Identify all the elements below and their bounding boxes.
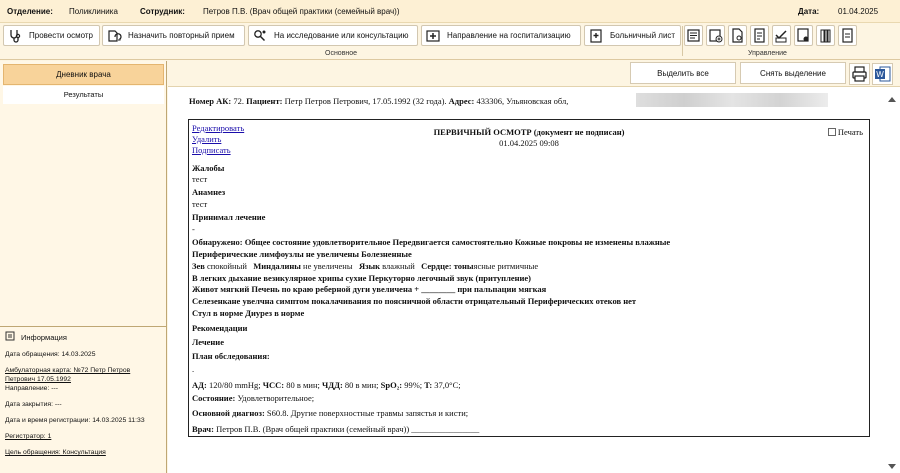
delete-link[interactable]: Удалить [192,134,222,144]
registrar-link[interactable]: Регистратор: 1 [5,433,52,440]
badge-icon[interactable] [816,25,835,46]
ambulatory-card-link[interactable]: Амбулаторная карта: №72 Петр Петров Петрович 17.05.1992 [5,367,131,383]
treatment-heading: Лечение [192,337,224,347]
exam-spleen-line: Селезенкане увелчна симптом покалачивания по поясничной области отрицательный Периферических отеков нет [192,296,637,306]
repeat-appointment-label: Назначить повторный прием [128,31,235,40]
department-label: Отделение: [7,7,53,16]
employee-value: Петров П.В. (Врач общей практики (семейный врач)) [203,7,400,16]
diagnosis-line: Основной диагноз: S60.8. Другие поверхностные травмы запястья и кисти; [192,408,469,418]
repeat-appointment-button[interactable] [102,25,245,46]
info-date-appeal: Дата обращения: 14.03.2025 [5,351,96,358]
exam-lungs-line: В легких дыхание везикулярное хрипы сухие Перкуторно легочный звук (притупление) [192,273,532,283]
tab-results[interactable]: Результаты [3,86,164,104]
group-manage-label: Управление [748,50,787,57]
doctor-line: Врач: Петров П.В. (Врач общей практики (семейный врач)) ________________ [192,424,480,434]
sick-leave-button[interactable] [584,25,681,46]
group-main-label: Основное [325,50,358,57]
checklist-icon[interactable] [772,25,791,46]
research-referral-label: На исследование или консультацию [274,31,409,40]
action-bar [168,61,900,87]
exam-stool-line: Стул в норме Диурез в норме [192,308,305,318]
exam-found-line-1: Обнаружено: Общее состояние удовлетворительное Передвигается самостоятельно Кожные покровы не изменены влажные [192,237,671,247]
svg-text:W: W [876,70,884,79]
deselect-button[interactable]: Снять выделение [740,62,846,84]
exam-found-line-2: Периферические лимфоузлы не увеличены Болезненные [192,249,412,259]
info-header: Информация [5,331,161,343]
checkbox-icon[interactable] [828,128,836,136]
content-area [168,61,900,473]
anamnesis-heading: Анамнез [192,187,226,197]
conduct-exam-button[interactable] [3,25,100,46]
add-document-icon[interactable] [706,25,725,46]
hospitalization-label: Направление на госпитализацию [447,31,571,40]
info-icon [5,331,15,343]
repeat-appointment-icon [106,28,122,44]
tab-doctor-diary[interactable]: Дневник врача [3,64,164,85]
vertical-scrollbar[interactable] [886,91,898,473]
plan-heading: План обследования: [192,351,270,361]
top-bar [0,0,900,23]
edit-link[interactable]: Редактировать [192,123,245,133]
select-all-button[interactable]: Выделить все [630,62,736,84]
certificate-icon[interactable] [794,25,813,46]
research-referral-button[interactable] [248,25,418,46]
conduct-exam-label: Провести осмотр [29,31,93,40]
print-checkbox[interactable]: Печать [828,127,863,137]
books-icon[interactable] [838,25,857,46]
notes-icon[interactable] [684,25,703,46]
sidebar [0,61,167,473]
exam-abdomen-line: Живот мягкий Печень по краю реберной дуги увеличена + ________ при пальпации мягкая [192,284,547,294]
print-icon[interactable] [849,63,870,85]
purpose-link[interactable]: Цель обращения: Консультация [5,449,106,456]
vitals-line: АД: 120/80 mmHg; ЧСС: 80 в мин; ЧДД: 80 в мин; SpO₂: 99%; T: 37,0°С; [192,380,461,390]
ribbon-toolbar [0,23,900,60]
research-referral-icon [252,28,268,44]
recommendations-heading: Рекомендации [192,323,248,333]
patient-info-line: Номер АК: 72. Пациент: Петр Петров Петрович, 17.05.1992 (32 года). Адрес: 433306, Ульяновская обл, [189,96,569,106]
hospitalization-icon [425,28,441,44]
date-value: 01.04.2025 [838,7,879,16]
hospitalization-button[interactable] [421,25,581,46]
info-direction: Направление: --- [5,385,59,392]
sick-leave-icon [588,28,604,44]
exam-throat-line: Зев спокойный Миндалины не увеличены Язык влажный Сердце: тоныясные ритмичные [192,261,539,271]
report-icon[interactable] [750,25,769,46]
anamnesis-text: тест [192,199,208,209]
sick-leave-label: Больничный лист [610,31,676,40]
info-date-close: Дата закрытия: --- [5,401,62,408]
treatment-taken-text: - [192,224,195,234]
document-gear-icon[interactable] [728,25,747,46]
info-registration-datetime: Дата и время регистрации: 14.03.2025 11:33 [5,417,145,424]
redacted-address [636,93,828,107]
document-title: ПЕРВИЧНЫЙ ОСМОТР (документ не подписан) [433,127,625,137]
treatment-taken-heading: Принимал лечение [192,212,266,222]
exam-document [188,119,870,437]
date-label: Дата: [798,7,820,16]
complaints-heading: Жалобы [192,163,225,173]
scroll-down-icon[interactable] [888,464,896,469]
document-datetime: 01.04.2025 09:08 [499,138,559,148]
scroll-up-icon[interactable] [888,97,896,102]
stethoscope-icon [7,28,23,44]
plan-text: . [192,364,195,374]
employee-label: Сотрудник: [140,7,185,16]
info-panel [0,326,166,473]
state-line: Состояние: Удовлетворительное; [192,393,315,403]
sign-link[interactable]: Подписать [192,145,231,155]
department-value: Поликлиника [69,7,118,16]
ribbon-separator [682,26,683,56]
complaints-text: тест [192,174,208,184]
word-export-icon[interactable] [872,63,893,85]
